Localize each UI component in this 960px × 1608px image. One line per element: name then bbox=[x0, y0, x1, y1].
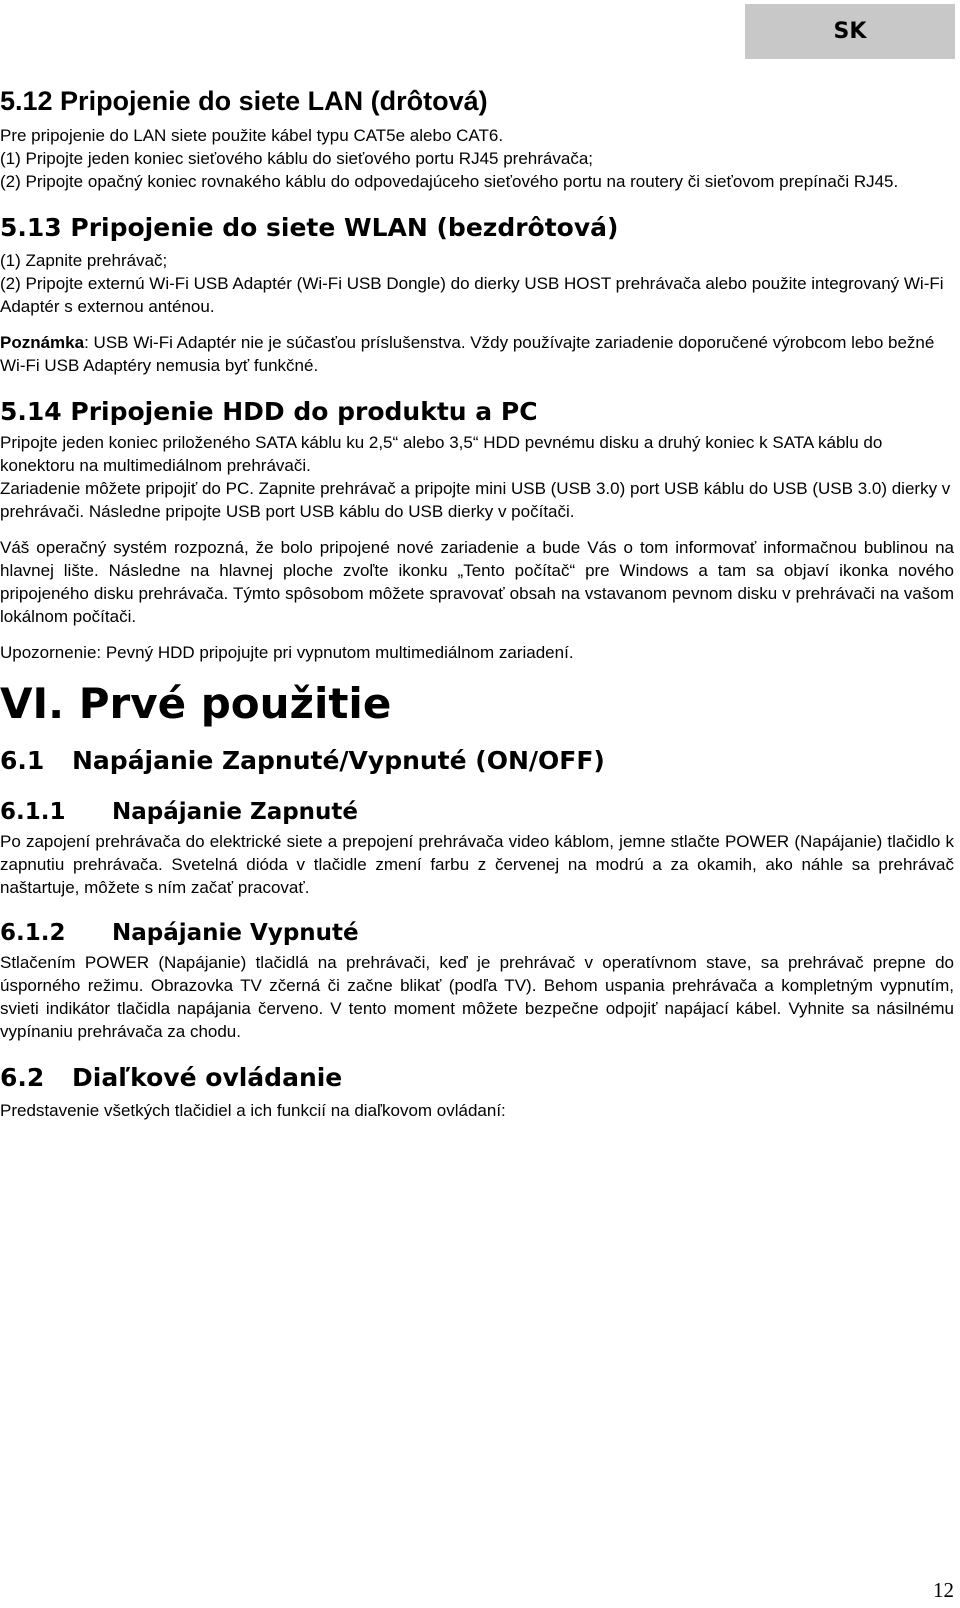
section-5-13-para-1: (1) Zapnite prehrávač; bbox=[0, 251, 168, 270]
section-6-2-title bbox=[0, 1061, 954, 1095]
section-6-2-label: Diaľkové ovládanie bbox=[72, 1063, 343, 1092]
section-6-1-2-number: 6.1.2 bbox=[0, 920, 66, 946]
section-5-13-note bbox=[0, 331, 954, 377]
section-6-1-2-title bbox=[0, 917, 954, 949]
section-5-14-title: 5.14 Pripojenie HDD do produktu a PC bbox=[0, 397, 538, 426]
section-5-14-warning: Upozornenie: Pevný HDD pripojujte pri vypnutom multimediálnom zariadení. bbox=[0, 643, 574, 662]
section-5-12-title: 5.12 Pripojenie do siete LAN (drôtová) bbox=[0, 86, 488, 116]
chapter-6-title: VI. Prvé použitie bbox=[0, 679, 392, 728]
section-5-13-para-2: (2) Pripojte externú Wi-Fi USB Adaptér (Wi-Fi USB Dongle) do dierky USB HOST prehrávača alebo použite integrovaný Wi-Fi Adaptér s externou anténou. bbox=[0, 274, 944, 316]
section-6-2-para: Predstavenie všetkých tlačidiel a ich funkcií na diaľkovom ovládaní: bbox=[0, 1101, 506, 1120]
section-6-1-2-label: Napájanie Vypnuté bbox=[112, 920, 359, 946]
section-6-1-2-para: Stlačením POWER (Napájanie) tlačidlá na prehrávači, keď je prehrávač v operatívnom stave, sa prehrávač prepne do úsporného režimu. Obrazovka TV zčerná či začne blikať (podľa TV). Behom uspania prehrávača a kompletným vypnutím, svieti indikátor tlačidla napájania červeno. V tento moment môžete bezpečne odpojiť napájací kábel. Vyhnite sa násilnému vypínaniu prehrávača za chodu. bbox=[0, 953, 954, 1041]
section-6-1-label: Napájanie Zapnuté/Vypnuté (ON/OFF) bbox=[72, 746, 605, 775]
section-5-14-para-1: Pripojte jeden koniec priloženého SATA káblu ku 2,5“ alebo 3,5“ HDD pevnému disku a druhý koniec k SATA káblu do konektoru na multimediálnom prehrávači. bbox=[0, 433, 883, 475]
note-text: : USB Wi-Fi Adaptér nie je súčasťou príslušenstva. Vždy používajte zariadenie doporučené výrobcom lebo bežné Wi-Fi USB Adaptéry nemusia byť funkčné. bbox=[0, 333, 935, 375]
note-label: Poznámka bbox=[0, 333, 85, 352]
section-5-14-para-2: Zariadenie môžete pripojiť do PC. Zapnite prehrávač a pripojte mini USB (USB 3.0) port USB káblu do USB (USB 3.0) dierky v prehrávači. Následne pripojte USB port USB káblu do USB dierky v počítači. bbox=[0, 479, 951, 521]
page-content bbox=[0, 84, 954, 1122]
section-5-14-para-3: Váš operačný systém rozpozná, že bolo pripojené nové zariadenie a bude Vás o tom informovať informačnou bublinou na hlavnej lište. Následne na hlavnej ploche zvoľte ikonku „Tento počítač“ pre Windows a tam sa objaví ikonka nového pripojeného disku prehrávača. Týmto spôsobom môžete spravovať obsah na vstavanom pevnom disku v prehrávači na vašom lokálnom počítači. bbox=[0, 538, 954, 626]
section-5-13-title: 5.13 Pripojenie do siete WLAN (bezdrôtová) bbox=[0, 213, 619, 242]
section-5-12-para-3: (2) Pripojte opačný koniec rovnakého káblu do odpovedajúceho sieťového portu na routery či sieťovom prepínači RJ45. bbox=[0, 172, 899, 191]
language-tab: SK bbox=[745, 4, 955, 59]
section-5-12-para-2: (1) Pripojte jeden koniec sieťového káblu do sieťového portu RJ45 prehrávača; bbox=[0, 149, 593, 168]
section-6-2-number: 6.2 bbox=[0, 1063, 45, 1092]
section-6-1-1-title bbox=[0, 796, 954, 828]
section-6-1-1-number: 6.1.1 bbox=[0, 799, 66, 825]
section-6-1-1-para: Po zapojení prehrávača do elektrické siete a prepojení prehrávača video káblom, jemne stlačte POWER (Napájanie) tlačidlo k zapnutiu prehrávača. Svetelná dióda v tlačidle zmení farbu z červenej na modrú a za okamih, ako náhle sa prehrávač naštartuje, môžete s ním začať pracovať. bbox=[0, 832, 954, 897]
section-6-1-1-label: Napájanie Zapnuté bbox=[112, 799, 359, 825]
section-6-1-number: 6.1 bbox=[0, 746, 45, 775]
page-number: 12 bbox=[933, 1578, 954, 1602]
section-5-12-para-1: Pre pripojenie do LAN siete použite kábel typu CAT5e alebo CAT6. bbox=[0, 126, 504, 145]
section-6-1-title bbox=[0, 744, 954, 778]
